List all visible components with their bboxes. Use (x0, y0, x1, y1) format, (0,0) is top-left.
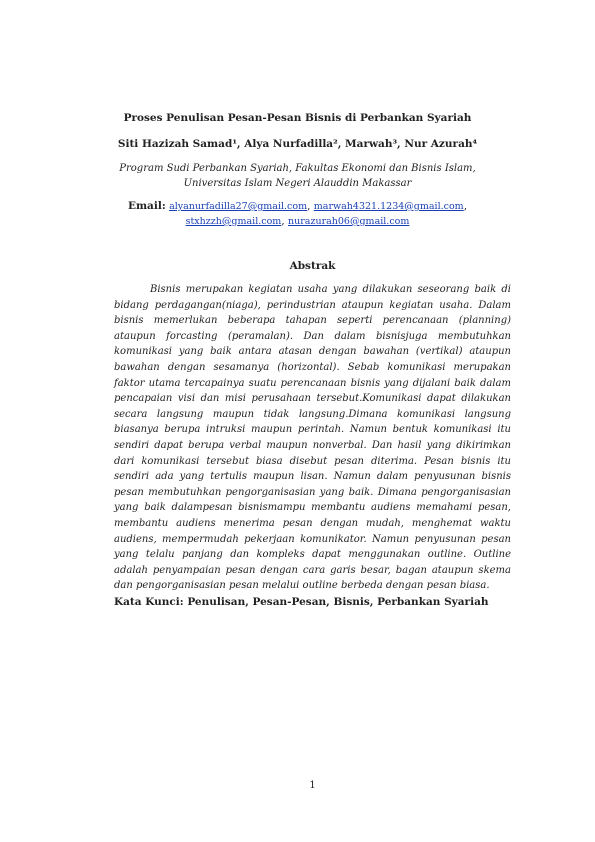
email-separator: , (307, 200, 314, 212)
affiliation (0, 161, 595, 191)
affiliation-line-2: Universitas Islam Negeri Alauddin Makassar (183, 178, 412, 189)
abstract-heading: Abstrak (289, 260, 336, 272)
email-label: Email: (127, 200, 166, 212)
email-link-2[interactable]: marwah4321.1234@gmail.com (313, 201, 464, 212)
email-link-3[interactable]: stxhzzh@gmail.com (185, 216, 282, 227)
abstract-paragraph: Bisnis merupakan kegiatan usaha yang dilakukan seseorang baik di bidang perdagangan(niaga), perindustrian ataupun kegiatan usaha. Dalam bisnis memerlukan beberapa tahapan seperti perencanaan (planning) ataupun forcasting (peramalan). Dan dalam bisnisjuga membutuhkan komunikasi yang baik antara atasan dengan bawahan (vertikal) ataupun bawahan dengan sesamanya (horizontal). Sebab komunikasi merupakan faktor utama tercapainya suatu perencanaan bisnis yang dijalani baik dalam pencapaian visi dan misi perusahaan tersebut.Komunikasi dapat dilakukan secara langsung maupun tidak langsung.Dimana komunikasi langsung biasanya berupa intruksi maupun perintah. Namun bentuk komunikasi itu sendiri dapat berupa verbal maupun nonverbal. Dan hasil yang dikirimkan dari komunikasi tersebut biasa disebut pesan diterima. Pesan bisnis itu sendiri ada yang tertulis maupun lisan. Namun dalam penyusunan bisnis pesan membutuhkan pengorganisasian yang baik. Dimana pengorganisasian yang baik dalampesan bisnismampu membantu audiens memahami pesan, membantu audiens menerima pesan dengan mudah, menghemat waktu audiens, mempermudah pekerjaan komunikator. Namun penyusunan pesan yang telalu panjang dan kompleks dapat menggunakan outline. Outline adalah penyampaian pesan dengan cara garis besar, bagan ataupun skema dan pengorganisasian pesan melalui outline berbeda dengan pesan biasa. (114, 284, 511, 592)
abstract-body (114, 282, 511, 594)
email-separator: , (281, 215, 288, 227)
author-list: Siti Hazizah Samad¹, Alya Nurfadilla², Marwah³, Nur Azurah⁴ (117, 138, 478, 150)
paper-title: Proses Penulisan Pesan-Pesan Bisnis di Perbankan Syariah (123, 112, 472, 124)
page-number: 1 (309, 780, 316, 791)
email-separator: , (463, 200, 468, 212)
email-link-1[interactable]: alyanurfadilla27@gmail.com (169, 201, 308, 212)
email-block (0, 199, 595, 229)
affiliation-line-1: Program Sudi Perbankan Syariah, Fakultas Ekonomi dan Bisnis Islam, (119, 163, 476, 174)
keywords: Kata Kunci: Penulisan, Pesan-Pesan, Bisnis, Perbankan Syariah (114, 596, 489, 608)
email-link-4[interactable]: nurazurah06@gmail.com (288, 216, 410, 227)
